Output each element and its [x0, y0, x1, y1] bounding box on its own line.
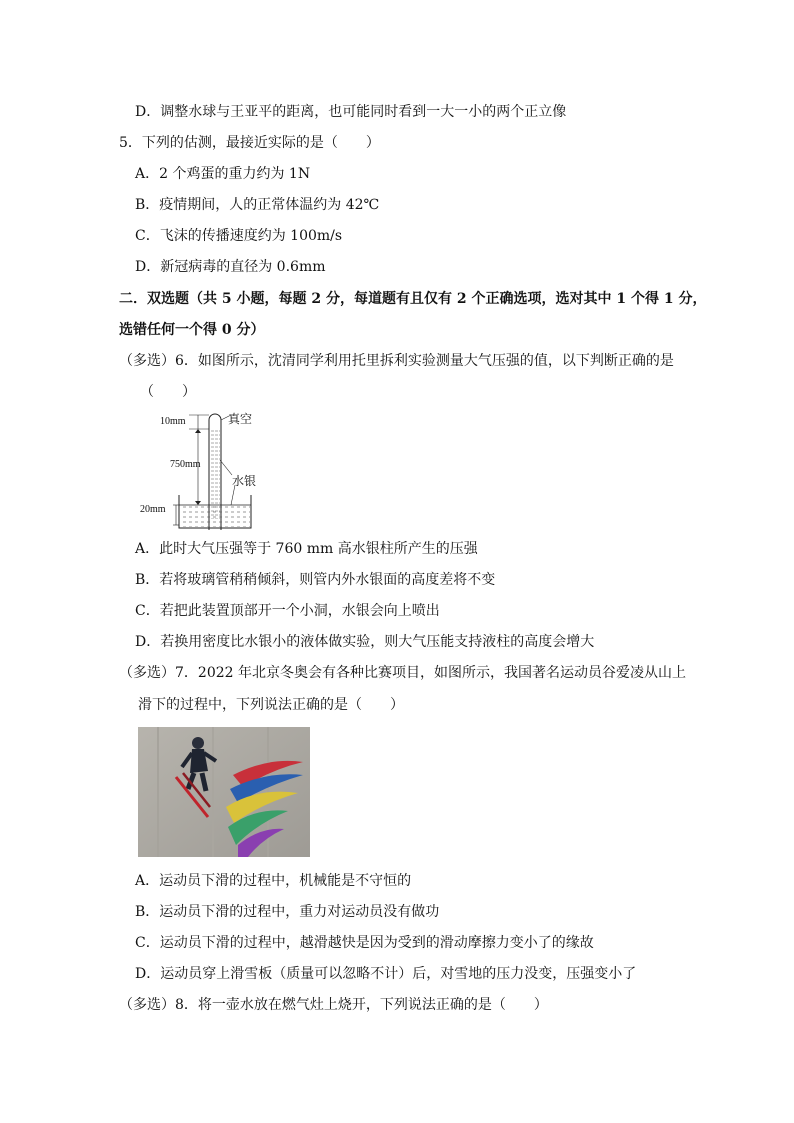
q7-option-c: C．运动员下滑的过程中，越滑越快是因为受到的滑动摩擦力变小了的缘故: [135, 935, 594, 951]
q7-option-b: B．运动员下滑的过程中，重力对运动员没有做功: [135, 904, 440, 920]
q8-stem: （多选）8．将一壶水放在燃气灶上烧开，下列说法正确的是（ ）: [119, 997, 548, 1013]
label-750mm: 750mm: [170, 459, 201, 470]
q5-option-d: D．新冠病毒的直径为 0.6mm: [135, 259, 326, 275]
q6-option-a: A．此时大气压强等于 760 mm 高水银柱所产生的压强: [135, 541, 478, 557]
q6-option-c: C．若把此装置顶部开一个小洞，水银会向上喷出: [135, 603, 440, 619]
mercury-column: [210, 429, 220, 519]
label-mercury: 水银: [232, 474, 257, 488]
leader-mercury: [220, 460, 232, 475]
q6-stem-line2: （ ）: [140, 384, 196, 400]
q5-stem: 5．下列的估测，最接近实际的是（ ）: [119, 135, 380, 151]
q5-option-c: C．飞沫的传播速度约为 100m/s: [135, 228, 343, 244]
q7-stem-line2: 滑下的过程中，下列说法正确的是（ ）: [138, 697, 404, 713]
q7-option-d: D．运动员穿上滑雪板（质量可以忽略不计）后，对雪地的压力没变，压强变小了: [135, 966, 637, 982]
q5-option-b: B．疫情期间，人的正常体温约为 42℃: [135, 197, 380, 213]
section2-heading-line2: 选错任何一个得 0 分）: [119, 322, 265, 338]
q6-stem-line1: （多选）6．如图所示，沈清同学利用托里拆利实验测量大气压强的值，以下判断正确的是: [119, 353, 674, 369]
label-10mm: 10mm: [160, 416, 186, 427]
label-20mm: 20mm: [140, 504, 166, 515]
section2-heading-line1: 二．双选题（共 5 小题，每题 2 分，每道题有且仅有 2 个正确选项，选对其中 1 个得 1 分，: [119, 291, 707, 307]
q6-option-b: B．若将玻璃管稍稍倾斜，则管内外水银面的高度差将不变: [135, 572, 496, 588]
arrow-750mm-tail: [195, 429, 201, 433]
q5-option-a: A．2 个鸡蛋的重力约为 1N: [135, 166, 311, 182]
trough-mercury: [180, 506, 250, 527]
skier-helmet: [192, 737, 204, 749]
arrow-750mm-head: [195, 501, 201, 505]
skier-photo: [138, 727, 310, 857]
q7-stem-line1: （多选）7．2022 年北京冬奥会有各种比赛项目，如图所示，我国著名运动员谷爱凌从山上: [119, 665, 686, 681]
q4-option-d: D．调整水球与王亚平的距离，也可能同时看到一大一小的两个正立像: [135, 104, 567, 120]
q7-option-a: A．运动员下滑的过程中，机械能是不守恒的: [135, 873, 412, 889]
label-vacuum: 真空: [228, 412, 253, 426]
q6-option-d: D．若换用密度比水银小的液体做实验，则大气压能支持液柱的高度会增大: [135, 634, 595, 650]
